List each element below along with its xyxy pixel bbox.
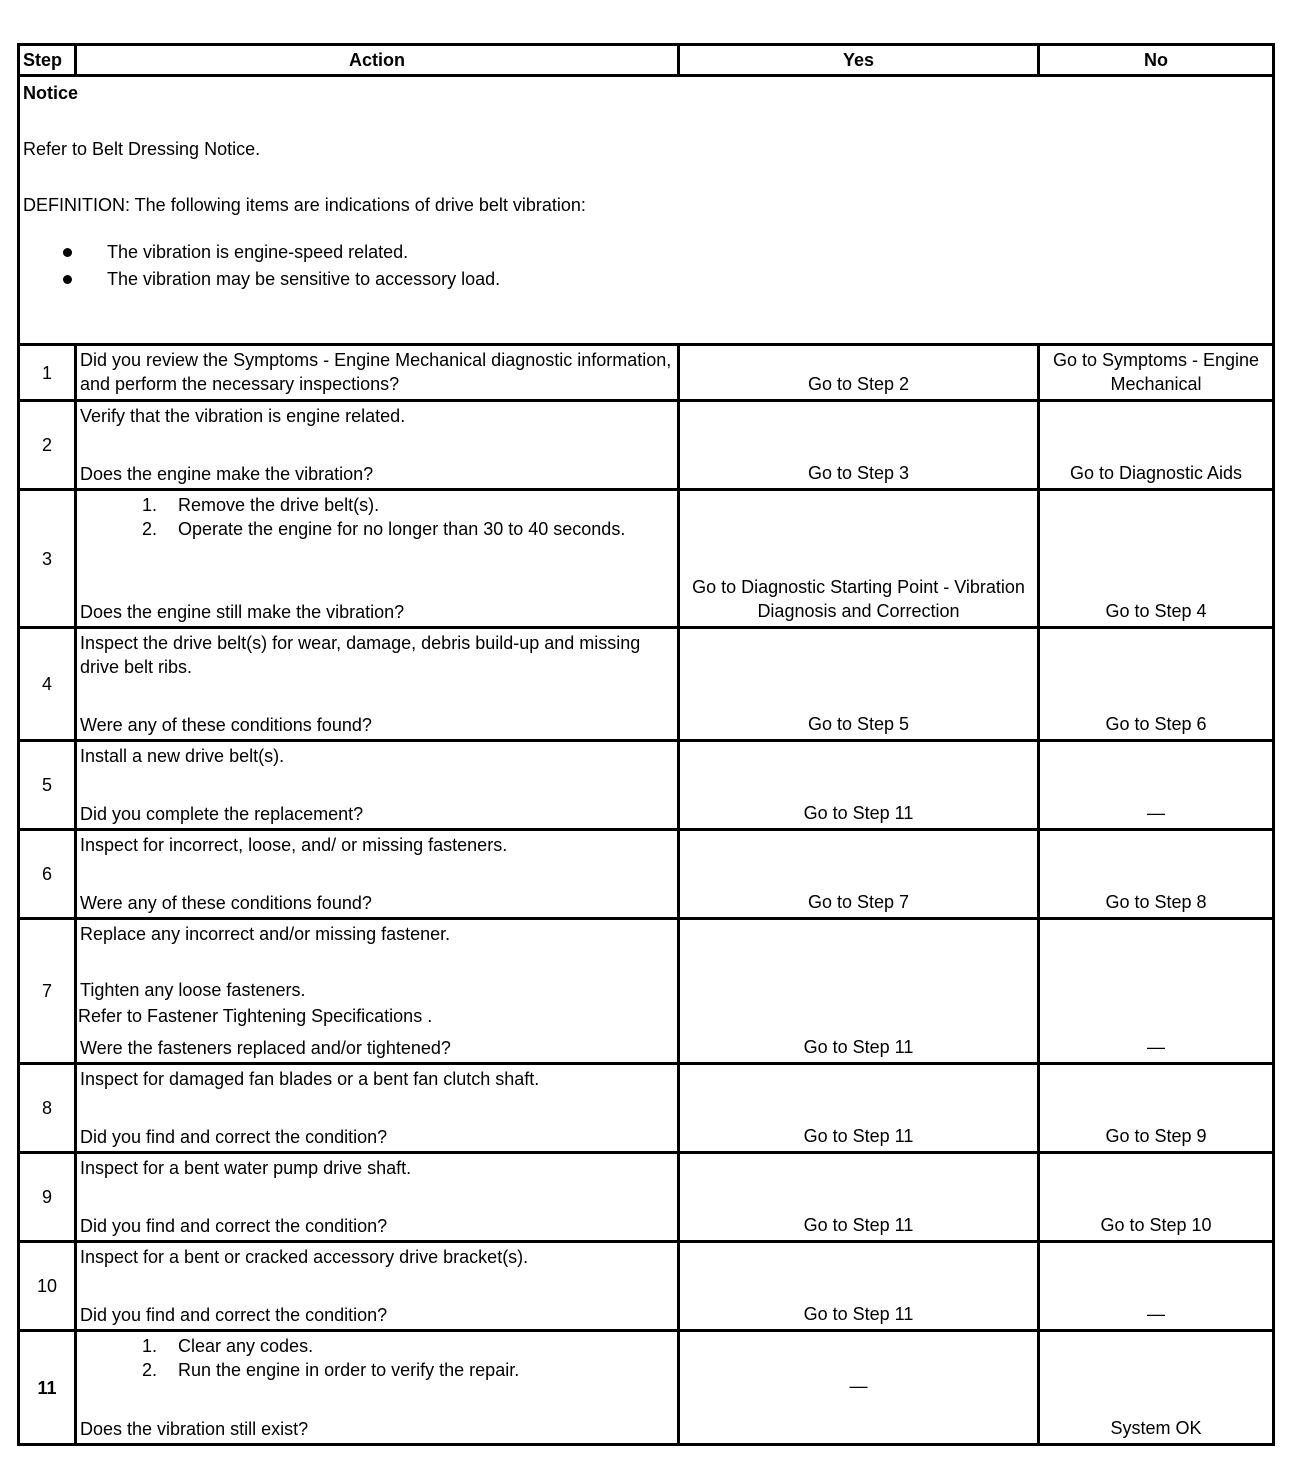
table-row (19, 1153, 1274, 1242)
notice-definition: DEFINITION: The following items are indications of drive belt vibration: (23, 195, 586, 215)
diagnostic-table (17, 43, 1275, 1446)
header-step: Step (19, 45, 76, 76)
header-yes: Yes (679, 45, 1039, 76)
no-cell: — (1039, 1242, 1274, 1331)
no-cell: Go to Diagnostic Aids (1039, 401, 1274, 490)
action-cell (76, 401, 679, 490)
step-number: 11 (19, 1331, 76, 1445)
action-question: Did you find and correct the condition? (80, 1127, 388, 1147)
table-row (19, 628, 1274, 741)
no-cell: Go to Symptoms - Engine Mechanical (1039, 345, 1274, 401)
header-row (19, 45, 1274, 76)
action-cell (76, 919, 679, 1064)
action-text: Inspect the drive belt(s) for wear, damage, debris build-up and missing drive belt ribs. (80, 633, 641, 677)
action-text: Inspect for incorrect, loose, and/ or missing fasteners. (80, 835, 508, 855)
action-text: Refer to Fastener Tightening Specifications . (78, 1006, 433, 1026)
action-cell (76, 741, 679, 830)
action-question: Does the engine make the vibration? (80, 464, 374, 484)
no-cell: — (1039, 919, 1274, 1064)
yes-cell: Go to Step 11 (679, 741, 1039, 830)
step-number: 10 (19, 1242, 76, 1331)
step-number: 2 (19, 401, 76, 490)
header-no: No (1039, 45, 1274, 76)
action-cell (76, 1064, 679, 1153)
step-number: 5 (19, 741, 76, 830)
step-number: 4 (19, 628, 76, 741)
action-cell (76, 1331, 679, 1445)
action-question: Did you complete the replacement? (80, 804, 364, 824)
action-question: Does the engine still make the vibration? (80, 602, 405, 622)
no-cell: — (1039, 741, 1274, 830)
action-cell (76, 345, 679, 401)
action-text: Verify that the vibration is engine related. (80, 406, 406, 426)
bullet-item: The vibration is engine-speed related. (63, 239, 1269, 266)
action-text: Did you review the Symptoms - Engine Mechanical diagnostic information, and perform the necessary inspections? (80, 350, 672, 394)
notice-bullets (23, 239, 1269, 293)
step-number: 7 (19, 919, 76, 1064)
notice-refer: Refer to Belt Dressing Notice. (23, 139, 261, 159)
action-question: Were any of these conditions found? (80, 715, 372, 735)
yes-cell: Go to Step 11 (679, 1153, 1039, 1242)
yes-cell: Go to Diagnostic Starting Point - Vibration Diagnosis and Correction (679, 490, 1039, 628)
action-list-item: 1. Remove the drive belt(s). (162, 493, 674, 517)
action-text: Inspect for damaged fan blades or a bent fan clutch shaft. (80, 1069, 540, 1089)
table-row (19, 345, 1274, 401)
step-number: 6 (19, 830, 76, 919)
action-text: Tighten any loose fasteners. (80, 980, 306, 1000)
action-list (80, 1334, 674, 1382)
yes-cell: Go to Step 5 (679, 628, 1039, 741)
notice-title: Notice (23, 83, 79, 103)
yes-cell: Go to Step 3 (679, 401, 1039, 490)
action-cell (76, 1153, 679, 1242)
action-question: Did you find and correct the condition? (80, 1305, 388, 1325)
yes-cell: Go to Step 11 (679, 919, 1039, 1064)
no-cell: Go to Step 8 (1039, 830, 1274, 919)
yes-cell: Go to Step 11 (679, 1242, 1039, 1331)
table-row (19, 401, 1274, 490)
no-cell: Go to Step 9 (1039, 1064, 1274, 1153)
step-number: 9 (19, 1153, 76, 1242)
table-row (19, 490, 1274, 628)
action-text: Inspect for a bent water pump drive shaft. (80, 1158, 412, 1178)
action-list-item: 1. Clear any codes. (162, 1334, 674, 1358)
action-question: Were any of these conditions found? (80, 893, 372, 913)
no-cell: Go to Step 4 (1039, 490, 1274, 628)
action-list-item: 2. Operate the engine for no longer than 30 to 40 seconds. (162, 517, 674, 541)
action-cell (76, 830, 679, 919)
table-row (19, 741, 1274, 830)
action-cell (76, 490, 679, 628)
yes-cell: — (679, 1331, 1039, 1445)
action-list (80, 493, 674, 541)
table-row (19, 1331, 1274, 1445)
table-row (19, 1242, 1274, 1331)
table-row (19, 1064, 1274, 1153)
action-text: Install a new drive belt(s). (80, 746, 285, 766)
no-cell: Go to Step 6 (1039, 628, 1274, 741)
no-cell: System OK (1039, 1331, 1274, 1445)
action-question: Does the vibration still exist? (80, 1419, 309, 1439)
step-number: 1 (19, 345, 76, 401)
notice-cell (19, 76, 1274, 345)
bullet-item: The vibration may be sensitive to accessory load. (63, 266, 1269, 293)
action-list-item: 2. Run the engine in order to verify the repair. (162, 1358, 674, 1382)
yes-cell: Go to Step 11 (679, 1064, 1039, 1153)
table-row (19, 830, 1274, 919)
table-row (19, 919, 1274, 1064)
action-text: Inspect for a bent or cracked accessory drive bracket(s). (80, 1247, 529, 1267)
yes-cell: Go to Step 2 (679, 345, 1039, 401)
step-number: 3 (19, 490, 76, 628)
action-cell (76, 628, 679, 741)
action-text: Replace any incorrect and/or missing fastener. (80, 924, 451, 944)
yes-cell: Go to Step 7 (679, 830, 1039, 919)
header-action: Action (76, 45, 679, 76)
action-question: Did you find and correct the condition? (80, 1216, 388, 1236)
notice-row (19, 76, 1274, 345)
step-number: 8 (19, 1064, 76, 1153)
no-cell: Go to Step 10 (1039, 1153, 1274, 1242)
action-question: Were the fasteners replaced and/or tightened? (80, 1038, 451, 1058)
action-cell (76, 1242, 679, 1331)
